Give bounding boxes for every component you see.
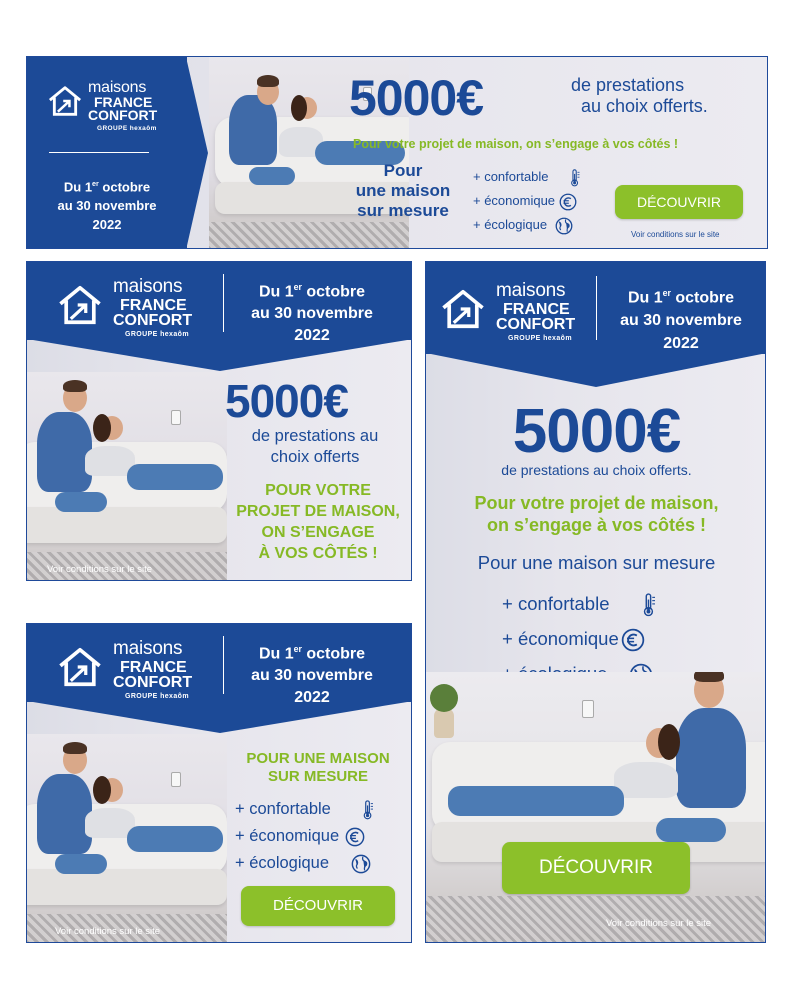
plant-vase	[434, 708, 454, 738]
couple-photo	[426, 672, 766, 943]
date-range: Du 1er octobre au 30 novembre 2022	[620, 288, 742, 353]
banner-wide[interactable]	[26, 56, 768, 249]
logo-maisons: maisons	[113, 276, 183, 297]
couple-photo	[27, 372, 227, 581]
logo-group: GROUPE hexaôm	[508, 335, 572, 342]
tagline: Pour votre projet de maison, on s’engage à vos côtés !	[353, 137, 679, 151]
conditions-link[interactable]: Voir conditions sur le site	[631, 230, 720, 239]
feature-item: + confortable	[473, 165, 581, 189]
discover-button[interactable]: DÉCOUVRIR	[615, 185, 743, 219]
feature-item: + écologique	[473, 213, 581, 237]
euro-icon	[345, 827, 365, 847]
feature-item: + économique	[502, 621, 657, 656]
offer-amount: 5000€	[512, 397, 681, 466]
logo-confort: CONFORT	[113, 674, 193, 691]
divider	[223, 274, 224, 332]
logo-confort: CONFORT	[113, 312, 193, 329]
banner-square-features[interactable]	[26, 623, 412, 943]
tagline: Pour votre projet de maison, on s’engage à vos côtés !	[474, 493, 719, 535]
banner-tall[interactable]	[425, 261, 766, 943]
euro-icon	[621, 628, 645, 652]
logo-group: GROUPE hexaôm	[125, 331, 189, 338]
conditions-link[interactable]: Voir conditions sur le site	[606, 918, 712, 929]
feature-item: + confortable	[502, 586, 657, 621]
house-logo-icon	[57, 646, 103, 688]
date-range: Du 1er octobre au 30 novembre 2022	[251, 644, 373, 707]
thermometer-icon	[361, 800, 375, 820]
couple-photo	[27, 734, 227, 943]
offer-amount: 5000€	[225, 375, 348, 427]
mesure-heading: Pour une maison sur mesure	[355, 161, 451, 220]
logo-france: FRANCE	[120, 659, 187, 676]
logo	[440, 280, 600, 340]
divider	[49, 152, 149, 153]
conditions-link[interactable]: Voir conditions sur le site	[55, 926, 161, 937]
logo-france: FRANCE	[120, 297, 187, 314]
discover-button[interactable]: DÉCOUVRIR	[502, 842, 690, 894]
logo	[47, 79, 167, 139]
mesure-heading: POUR UNE MAISON SUR MESURE	[246, 750, 390, 785]
logo	[57, 276, 217, 336]
house-logo-icon	[57, 284, 103, 326]
feature-item: + économique	[473, 189, 581, 213]
date-range: Du 1er octobre au 30 novembre 2022	[57, 179, 157, 233]
house-logo-icon	[47, 85, 83, 117]
globe-icon	[351, 854, 371, 874]
logo-france: FRANCE	[94, 94, 153, 110]
feature-item: + écologique	[235, 850, 375, 877]
brand-panel-arrow	[186, 57, 210, 249]
discover-button[interactable]: DÉCOUVRIR	[241, 886, 395, 926]
euro-icon	[559, 193, 577, 211]
logo-maisons: maisons	[88, 79, 147, 96]
offer-description: de prestations au choix offerts.	[571, 75, 708, 116]
logo	[57, 638, 217, 698]
feature-list	[235, 796, 375, 877]
mesure-heading: Pour une maison sur mesure	[477, 552, 716, 573]
date-range: Du 1er octobre au 30 novembre 2022	[251, 282, 373, 345]
thermometer-icon	[569, 169, 581, 187]
offer-description: de prestations au choix offerts	[251, 427, 379, 466]
divider	[596, 276, 597, 340]
brand-header-arrow	[426, 353, 766, 389]
logo-confort: CONFORT	[88, 107, 158, 123]
tagline: POUR VOTRE PROJET DE MAISON, ON S’ENGAGE À VOS CÔTÉS !	[236, 482, 400, 562]
logo-confort: CONFORT	[496, 316, 576, 333]
thermometer-icon	[641, 593, 657, 617]
globe-icon	[555, 217, 573, 235]
feature-list	[473, 165, 581, 237]
offer-description: de prestations au choix offerts.	[501, 462, 692, 478]
logo-maisons: maisons	[113, 638, 183, 659]
feature-item: + confortable	[235, 796, 375, 823]
logo-group: GROUPE hexaôm	[125, 693, 189, 700]
house-logo-icon	[440, 288, 486, 330]
banner-square-offer[interactable]	[26, 261, 412, 581]
logo-group: GROUPE hexaôm	[97, 125, 157, 132]
offer-amount: 5000€	[349, 70, 484, 126]
feature-item: + économique	[235, 823, 375, 850]
conditions-link[interactable]: Voir conditions sur le site	[47, 564, 153, 575]
divider	[223, 636, 224, 694]
logo-maisons: maisons	[496, 280, 566, 301]
logo-france: FRANCE	[503, 301, 570, 318]
